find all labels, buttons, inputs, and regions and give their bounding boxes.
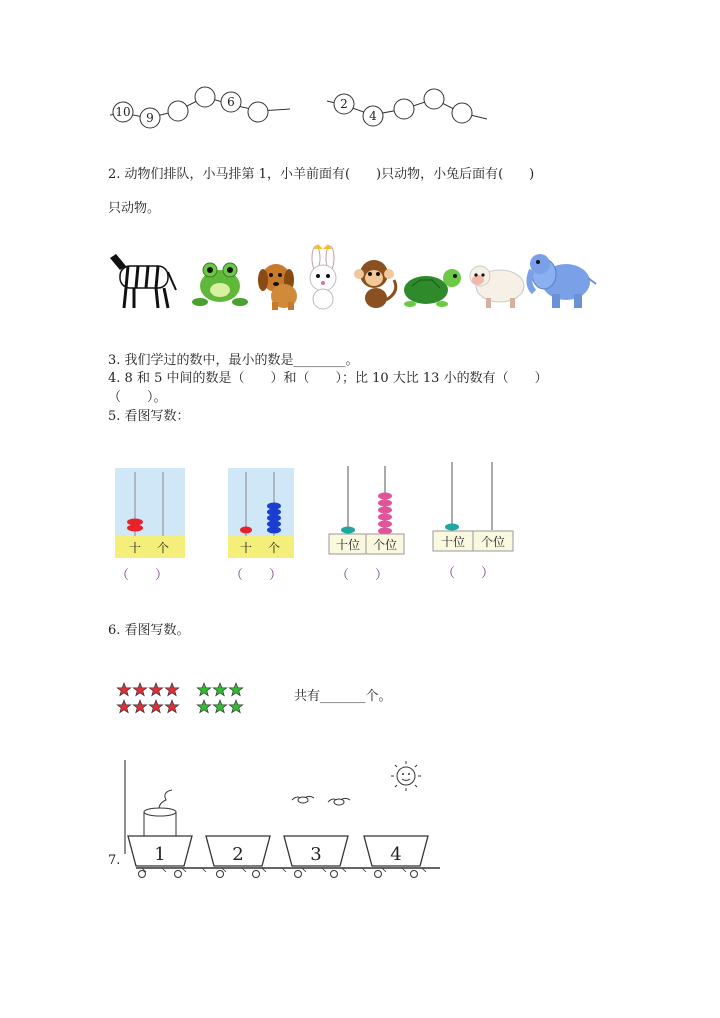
bead-label: 6 <box>227 95 235 109</box>
green-star-icon <box>213 683 226 696</box>
question-2-line2: 只动物。 <box>108 201 161 216</box>
red-star-icon <box>149 683 162 696</box>
abacus-1 <box>115 468 187 560</box>
green-star-icon <box>229 683 242 696</box>
answer-paren-4: （ ） <box>442 566 495 581</box>
star-group <box>114 680 254 720</box>
red-star-icon <box>149 700 162 713</box>
green-star-icon <box>197 683 210 696</box>
tens-label: 十 <box>239 541 253 555</box>
answer-paren-3: （ ） <box>336 568 389 583</box>
sun-icon <box>391 761 421 791</box>
question-6-title: 6. 看图写数。 <box>108 623 190 638</box>
sheep-icon <box>470 266 524 308</box>
red-star-icon <box>117 700 130 713</box>
ones-label: 个位 <box>480 535 506 549</box>
train-carts <box>122 754 452 884</box>
green-star-icon <box>229 700 242 713</box>
red-star-icon <box>133 683 146 696</box>
bead-label: 4 <box>369 109 377 123</box>
green-star-icon <box>197 700 210 713</box>
frog-icon <box>192 263 248 306</box>
ones-label: 个 <box>267 541 281 555</box>
rabbit-icon <box>310 244 336 309</box>
ones-label: 个 <box>156 541 170 555</box>
turtle-icon <box>404 269 461 307</box>
bird-icon <box>328 798 350 805</box>
red-star-icon <box>165 700 178 713</box>
bead-blank <box>424 89 444 109</box>
chimney-icon <box>144 790 176 836</box>
cart-number: 3 <box>310 844 322 865</box>
bird-icon <box>292 796 314 803</box>
abacus-3 <box>328 464 408 556</box>
tens-label: 十 <box>128 541 142 555</box>
green-star-icon <box>213 700 226 713</box>
bead-blank <box>168 101 188 121</box>
cart-number: 1 <box>154 844 166 865</box>
bead-blank <box>452 103 472 123</box>
bead-blank <box>394 99 414 119</box>
ones-label: 个位 <box>372 538 398 552</box>
bead-label: 10 <box>115 105 131 119</box>
bead-label: 2 <box>340 97 348 111</box>
tens-label: 十位 <box>440 535 466 549</box>
bead-chain-left <box>105 85 305 135</box>
question-6-answer: 共有_______个。 <box>294 689 392 704</box>
bead-blank <box>195 87 215 107</box>
monkey-icon <box>354 260 396 308</box>
elephant-icon <box>529 254 596 308</box>
question-3: 3. 我们学过的数中，最小的数是________。 <box>108 353 359 368</box>
animals-row <box>108 244 598 314</box>
abacus-2 <box>228 468 300 560</box>
dog-icon <box>258 264 297 310</box>
red-star-icon <box>165 683 178 696</box>
abacus-4 <box>432 460 516 552</box>
answer-paren-1: （ ） <box>116 568 169 583</box>
question-5-title: 5. 看图写数： <box>108 409 190 424</box>
question-2-line1: 2. 动物们排队，小马排第 1，小羊前面有( )只动物，小兔后面有( ) <box>108 167 535 182</box>
bead-chain-right <box>322 85 502 135</box>
cart-number: 2 <box>232 844 244 865</box>
answer-paren-2: （ ） <box>230 568 283 583</box>
zebra-icon <box>110 254 176 308</box>
tens-label: 十位 <box>335 538 361 552</box>
question-4-line1: 4. 8 和 5 中间的数是（ ）和（ ）；比 10 大比 13 小的数有（ ） <box>108 371 548 386</box>
question-7-label: 7. <box>108 853 121 868</box>
red-star-icon <box>117 683 130 696</box>
bead-label: 9 <box>146 111 154 125</box>
red-star-icon <box>133 700 146 713</box>
bead-blank <box>248 102 268 122</box>
question-4-line2: （ ）。 <box>108 390 167 405</box>
cart-number: 4 <box>390 844 402 865</box>
